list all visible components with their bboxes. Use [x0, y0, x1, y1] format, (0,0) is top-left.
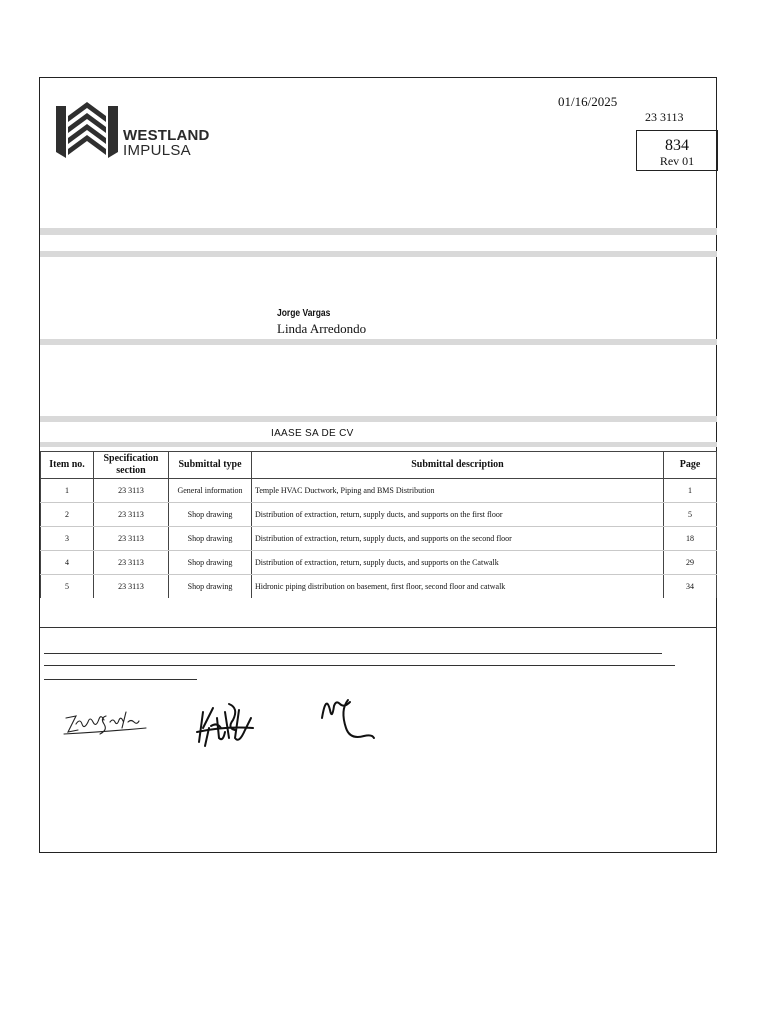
col-header-item: Item no.: [41, 452, 94, 479]
cell-description: Distribution of extraction, return, supply ducts, and supports on the first floor: [252, 503, 664, 527]
signature-1-icon: [62, 706, 150, 740]
cell-description: Distribution of extraction, return, supply ducts, and supports on the Catwalk: [252, 551, 664, 575]
contact-name-1: Jorge Vargas: [277, 308, 331, 319]
blank-line: [44, 679, 197, 680]
cell-item: 3: [41, 527, 94, 551]
cell-type: Shop drawing: [169, 527, 252, 551]
cell-description: Distribution of extraction, return, supply ducts, and supports on the second floor: [252, 527, 664, 551]
logo-line2: IMPULSA: [123, 142, 191, 159]
cell-type: Shop drawing: [169, 551, 252, 575]
cell-section: 23 3113: [94, 503, 169, 527]
col-header-type: Submittal type: [169, 452, 252, 479]
submittal-table: [40, 451, 717, 598]
logo-wordmark: [123, 128, 210, 158]
signature-2-icon: [195, 698, 257, 748]
cell-item: 2: [41, 503, 94, 527]
cell-type: Shop drawing: [169, 503, 252, 527]
logo-line1: WESTLAND: [123, 127, 210, 144]
section-band: [40, 416, 717, 422]
table-row: [41, 479, 717, 503]
cell-item: 5: [41, 575, 94, 599]
spec-section: 23 3113: [645, 110, 684, 124]
company-name: IAASE SA DE CV: [271, 428, 354, 439]
table-header-row: [41, 452, 717, 479]
cell-description: Temple HVAC Ductwork, Piping and BMS Distribution: [252, 479, 664, 503]
section-band: [40, 251, 717, 257]
section-band: [40, 442, 717, 447]
section-band: [40, 339, 717, 345]
cell-page: 5: [664, 503, 717, 527]
cell-type: Shop drawing: [169, 575, 252, 599]
submittal-number-box: [636, 130, 718, 171]
section-band: [40, 228, 717, 235]
submittal-number: 834: [665, 137, 689, 154]
section-divider: [40, 627, 717, 628]
cell-section: 23 3113: [94, 527, 169, 551]
contact-name-2: Linda Arredondo: [277, 321, 367, 336]
cell-page: 34: [664, 575, 717, 599]
cell-page: 29: [664, 551, 717, 575]
col-header-description: Submittal description: [252, 452, 664, 479]
revision-label: Rev 01: [659, 154, 695, 168]
cell-item: 1: [41, 479, 94, 503]
document-date: 01/16/2025: [558, 94, 618, 109]
table-row: [41, 503, 717, 527]
col-header-page: Page: [664, 452, 717, 479]
cell-section: 23 3113: [94, 551, 169, 575]
table-row: [41, 575, 717, 599]
col-header-section: Specification section: [94, 452, 169, 479]
cell-section: 23 3113: [94, 575, 169, 599]
cell-description: Hidronic piping distribution on basement, first floor, second floor and catwalk: [252, 575, 664, 599]
signature-3-icon: [318, 690, 380, 744]
blank-line: [44, 665, 675, 666]
cell-section: 23 3113: [94, 479, 169, 503]
table-row: [41, 527, 717, 551]
table-row: [41, 551, 717, 575]
cell-type: General information: [169, 479, 252, 503]
cell-page: 18: [664, 527, 717, 551]
cell-page: 1: [664, 479, 717, 503]
blank-line: [44, 653, 662, 654]
cell-item: 4: [41, 551, 94, 575]
